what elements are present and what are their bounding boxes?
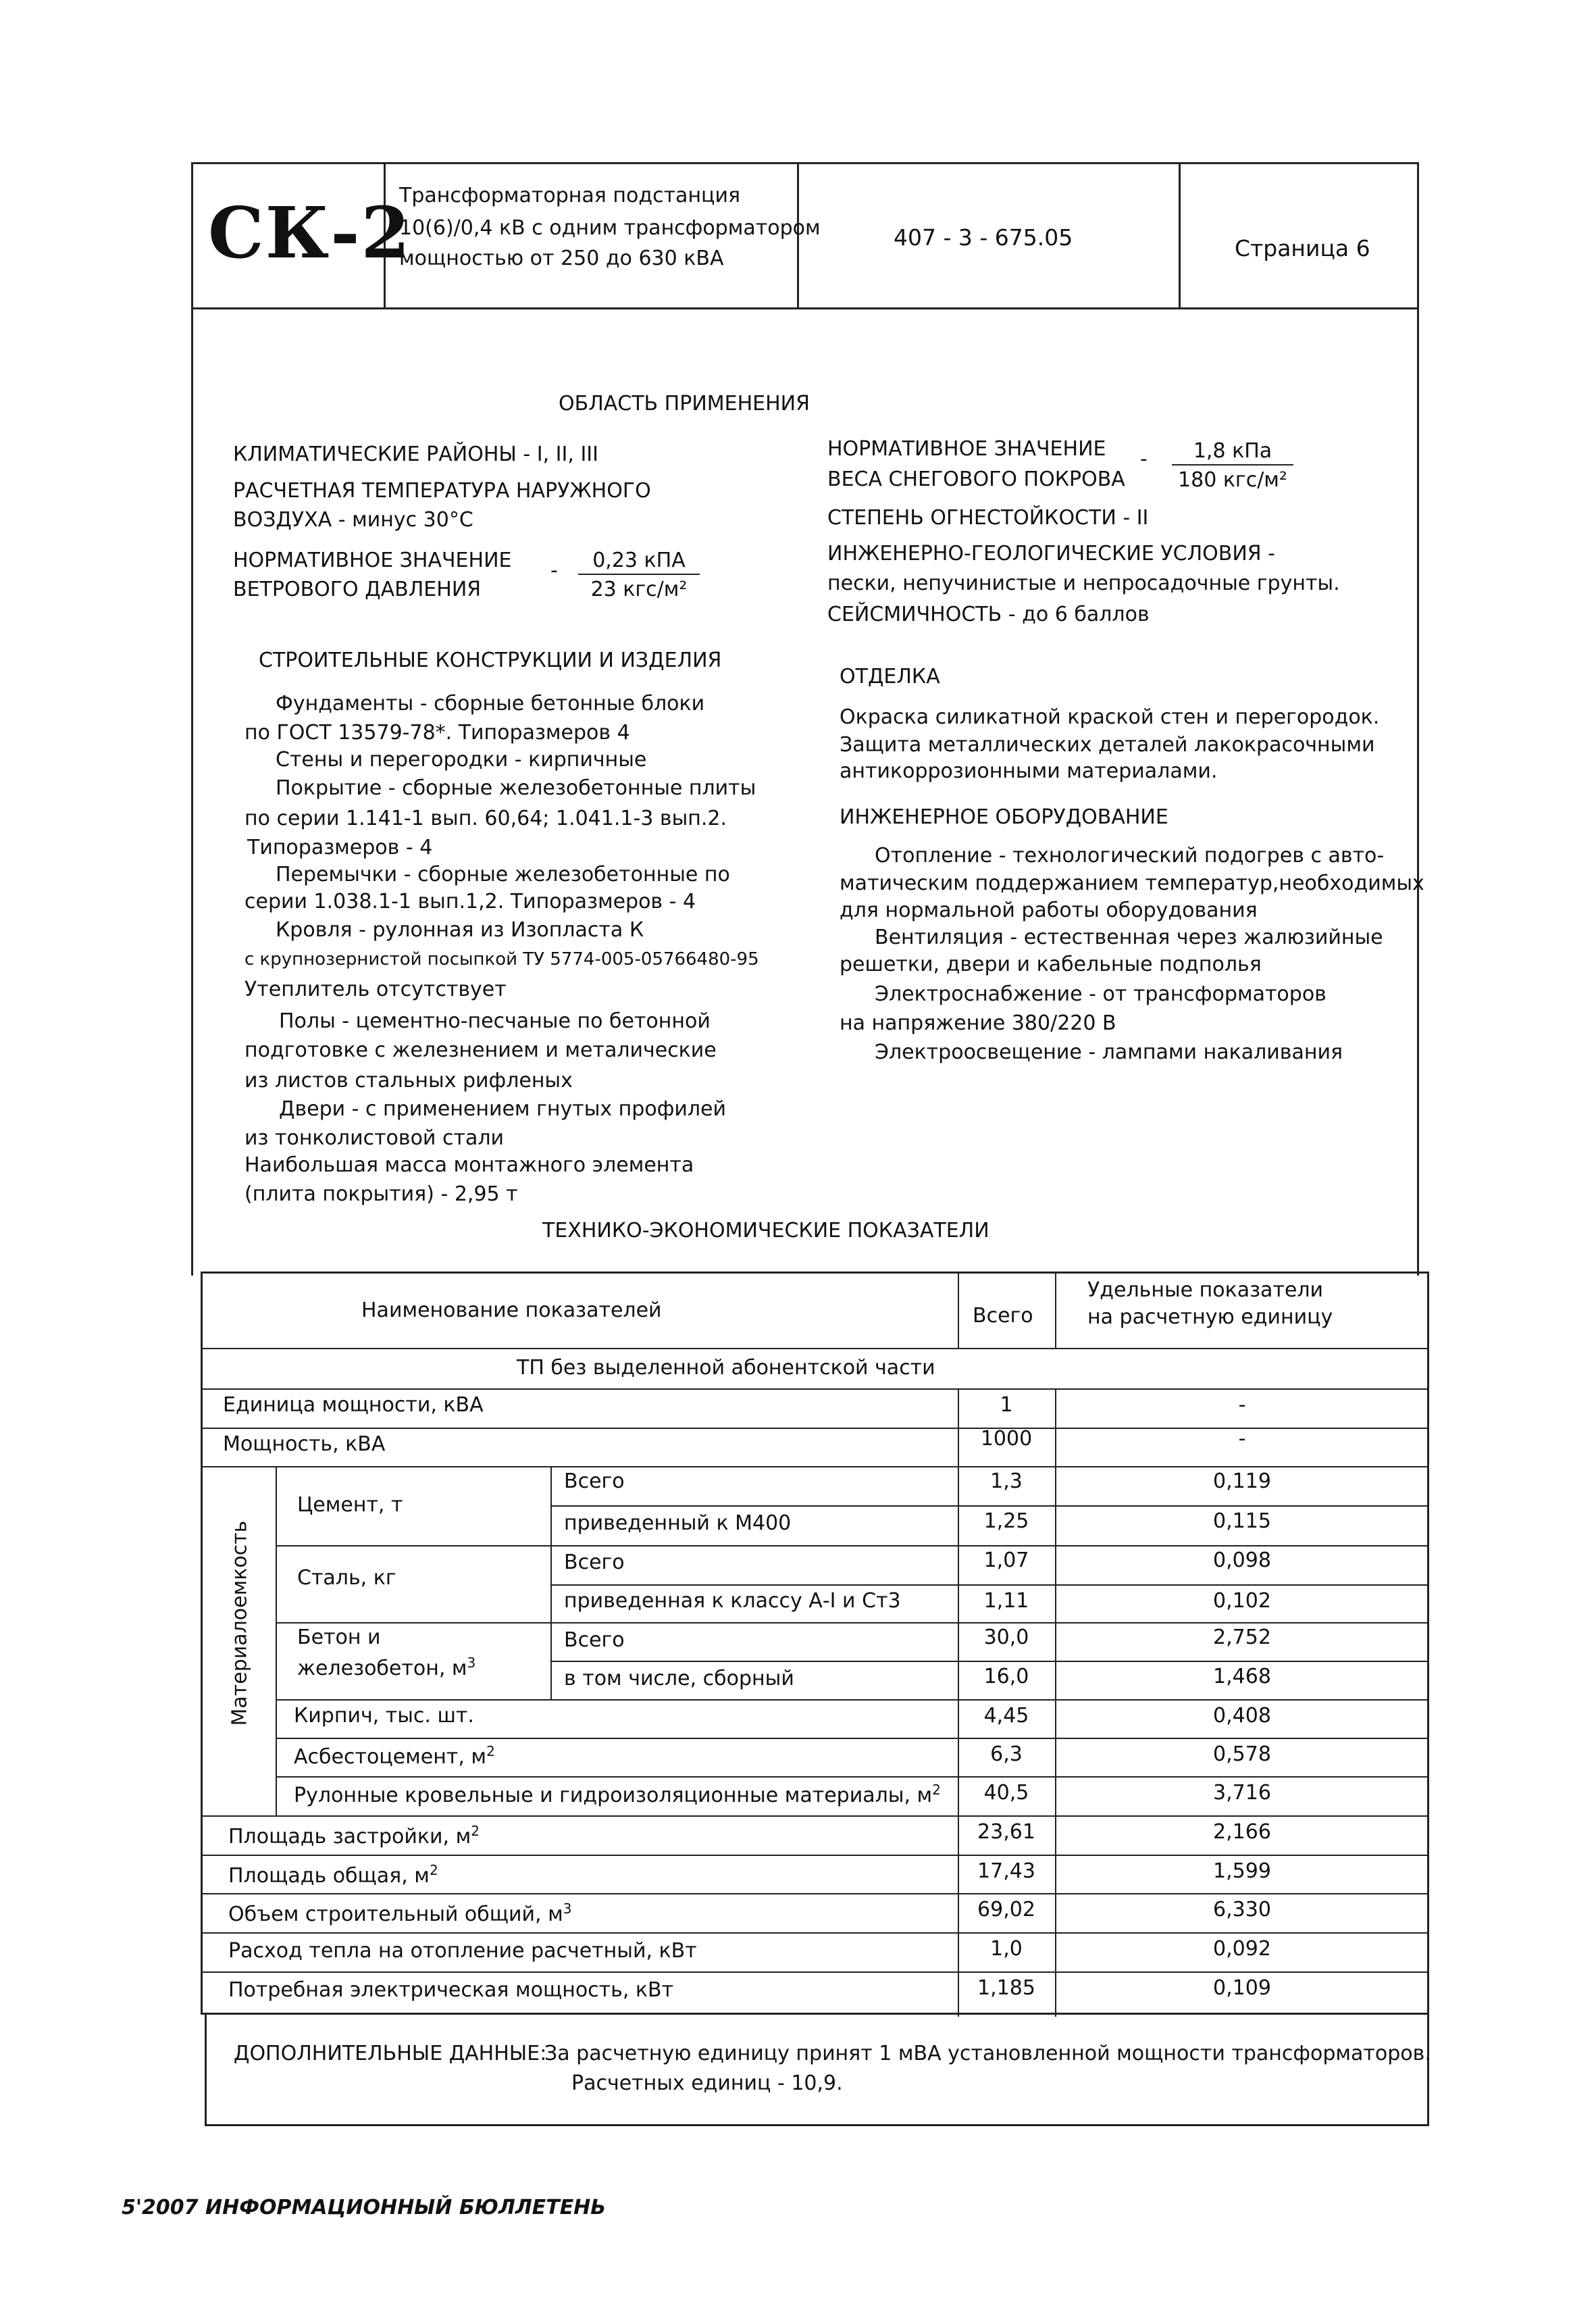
row-unit: 0,109 — [1213, 1976, 1271, 2000]
row-name: Кирпич, тыс. шт. — [294, 1704, 474, 1728]
finishing-line: Защита металлических деталей лакокрасочными — [840, 733, 1375, 757]
geo-line-1: ИНЖЕНЕРНО-ГЕОЛОГИЧЕСКИЕ УСЛОВИЯ - — [827, 542, 1275, 565]
snow-value-kgs: 180 кгс/м² — [1178, 468, 1287, 492]
row-unit: 0,119 — [1213, 1469, 1271, 1493]
equipment-line: на напряжение 380/220 В — [840, 1011, 1116, 1035]
equipment-line: для нормальной работы оборудования — [840, 899, 1258, 922]
row-total: 1000 — [980, 1427, 1033, 1451]
snow-line-1: НОРМАТИВНОЕ ЗНАЧЕНИЕ — [827, 437, 1106, 461]
row-total: 6,3 — [990, 1742, 1023, 1766]
additional-data-box — [205, 2015, 1429, 2126]
row-total: 16,0 — [983, 1665, 1029, 1688]
row-unit: 0,408 — [1213, 1704, 1271, 1728]
title-cell — [386, 164, 821, 307]
doc-number: 407 - 3 - 675.05 — [894, 224, 1073, 251]
finishing-heading: ОТДЕЛКА — [840, 665, 940, 688]
row-total: 69,02 — [977, 1898, 1035, 1921]
row-total: 30,0 — [983, 1626, 1029, 1649]
construction-line: Перемычки - сборные железобетонные по — [276, 863, 730, 886]
equipment-line: Вентиляция - естественная через жалюзийные — [875, 926, 1383, 949]
col-unit-header-1: Удельные показатели — [1087, 1278, 1324, 1302]
page-number: Страница 6 — [1235, 235, 1370, 261]
row-name: Асбестоцемент, $м^2$ — [294, 1743, 495, 1769]
row-unit: 6,330 — [1213, 1898, 1271, 1921]
row-name: Бетон и — [297, 1626, 381, 1649]
constructions-heading: СТРОИТЕЛЬНЫЕ КОНСТРУКЦИИ И ИЗДЕЛИЯ — [259, 649, 722, 672]
equipment-line: матическим поддержанием температур,необходимых — [840, 872, 1424, 895]
row-unit: 2,752 — [1213, 1626, 1271, 1649]
construction-line: Стены и перегородки - кирпичные — [276, 748, 647, 772]
title-line-2: 10(6)/0,4 кВ с одним трансформатором — [399, 216, 821, 240]
fire-resistance: СТЕПЕНЬ ОГНЕСТОЙКОСТИ - II — [827, 506, 1149, 530]
construction-line: Утеплитель отсутствует — [244, 978, 507, 1001]
col-total-header: Всего — [973, 1304, 1033, 1328]
title-line-3: мощностью от 250 до 630 кВА — [399, 247, 724, 270]
construction-line: (плита покрытия) - 2,95 т — [244, 1182, 518, 1206]
row-unit: 3,716 — [1213, 1781, 1271, 1805]
row-name: Сталь, кг — [297, 1566, 396, 1590]
row-unit: 0,092 — [1213, 1937, 1271, 1961]
col-unit-header-2: на расчетную единицу — [1087, 1305, 1333, 1329]
col-name-header: Наименование показателей — [361, 1299, 662, 1322]
construction-line: Наибольшая масса монтажного элемента — [244, 1153, 694, 1177]
equipment-line: решетки, двери и кабельные подполья — [840, 953, 1262, 976]
row-sub: в том числе, сборный — [564, 1667, 794, 1690]
wind-value — [578, 549, 700, 601]
code-cell — [193, 164, 411, 307]
design-temp-line-1: РАСЧЕТНАЯ ТЕМПЕРАТУРА НАРУЖНОГО — [233, 479, 651, 503]
row-name-2: железобетон, $м^3$ — [297, 1655, 476, 1680]
wind-line-1: НОРМАТИВНОЕ ЗНАЧЕНИЕ — [233, 549, 512, 572]
row-name: Площадь застройки, $м^2$ — [228, 1823, 480, 1848]
construction-line: подготовке с железнением и металические — [244, 1038, 717, 1062]
row-sub: приведенный к М400 — [564, 1511, 792, 1535]
row-unit: - — [1238, 1393, 1246, 1417]
title-line-1: Трансформаторная подстанция — [399, 184, 741, 207]
geo-line-2: пески, непучинистые и непросадочные грунты. — [827, 572, 1340, 595]
row-name: Цемент, т — [297, 1493, 403, 1517]
row-sub: Всего — [564, 1628, 625, 1652]
row-total: 17,43 — [977, 1859, 1035, 1883]
row-total: 1,07 — [983, 1549, 1029, 1572]
wind-value-kgs: 23 кгс/м² — [590, 578, 688, 601]
equipment-line: Электроснабжение - от трансформаторов — [875, 982, 1327, 1006]
indicators-heading: ТЕХНИКО-ЭКОНОМИЧЕСКИЕ ПОКАЗАТЕЛИ — [542, 1219, 989, 1242]
wind-line-2: ВЕТРОВОГО ДАВЛЕНИЯ — [233, 578, 482, 601]
snow-value — [1172, 439, 1293, 492]
row-unit: - — [1238, 1427, 1246, 1451]
finishing-line: антикоррозионными материалами. — [840, 759, 1218, 783]
row-name: Объем строительный общий, $м^3$ — [228, 1901, 572, 1926]
construction-line: Полы - цементно-песчаные по бетонной — [279, 1009, 711, 1033]
construction-line: Фундаменты - сборные бетонные блоки — [276, 692, 705, 715]
row-name: Единица мощности, кВА — [223, 1393, 484, 1417]
wind-value-kpa: 0,23 кПА — [578, 549, 700, 575]
group-label-materials: Материалоемкость — [228, 1520, 252, 1726]
row-total: 23,61 — [977, 1820, 1035, 1844]
additional-line-1: За расчетную единицу принят 1 мВА установленной мощности трансформаторов. — [544, 2042, 1431, 2065]
row-name: Расход тепла на отопление расчетный, кВт — [228, 1939, 697, 1963]
construction-line: Двери - с применением гнутых профилей — [279, 1097, 726, 1121]
additional-line-2: Расчетных единиц - 10,9. — [571, 2071, 843, 2095]
equipment-line: Отопление - технологический подогрев с авто- — [875, 844, 1385, 867]
construction-line: по ГОСТ 13579-78*. Типоразмеров 4 — [244, 721, 630, 745]
row-total: 4,45 — [983, 1704, 1029, 1728]
doc-number-cell — [799, 164, 1181, 307]
footer-bulletin: 5'2007 ИНФОРМАЦИОННЫЙ БЮЛЛЕТЕНЬ — [122, 2196, 607, 2219]
section-title: ТП без выделенной абонентской части — [517, 1356, 935, 1380]
application-heading: ОБЛАСТЬ ПРИМЕНЕНИЯ — [559, 392, 810, 416]
row-total: 1,25 — [983, 1509, 1029, 1533]
header-block — [191, 162, 1419, 309]
construction-line: по серии 1.141-1 вып. 60,64; 1.041.1-3 вып.2. — [244, 807, 727, 830]
row-unit: 0,098 — [1213, 1549, 1271, 1572]
construction-line: с крупнозернистой посыпкой ТУ 5774-005-05766480-95 — [244, 949, 759, 970]
construction-line: Кровля - рулонная из Изопласта К — [276, 918, 644, 942]
snow-line-2: ВЕСА СНЕГОВОГО ПОКРОВА — [827, 468, 1125, 491]
row-name: Потребная электрическая мощность, кВт — [228, 1978, 674, 2002]
snow-value-kpa: 1,8 кПа — [1172, 439, 1293, 466]
row-name: Мощность, кВА — [223, 1432, 386, 1456]
row-unit: 2,166 — [1213, 1820, 1271, 1844]
document-code: СК-2 — [208, 191, 411, 274]
row-unit: 0,578 — [1213, 1742, 1271, 1766]
indicators-table — [201, 1272, 1429, 2015]
construction-line: из листов стальных рифленых — [244, 1069, 573, 1092]
row-unit: 1,599 — [1213, 1859, 1271, 1883]
row-total: 1,185 — [977, 1976, 1035, 2000]
construction-line: Типоразмеров - 4 — [247, 836, 433, 859]
row-name: Рулонные кровельные и гидроизоляционные материалы, $м^2$ — [294, 1782, 941, 1807]
row-name: Площадь общая, $м^2$ — [228, 1862, 438, 1888]
page-cell — [1181, 164, 1419, 307]
climate-regions: КЛИМАТИЧЕСКИЕ РАЙОНЫ - I, II, III — [233, 443, 598, 466]
construction-line: из тонколистовой стали — [244, 1126, 504, 1150]
row-unit: 0,102 — [1213, 1589, 1271, 1613]
row-total: 1,3 — [990, 1469, 1023, 1493]
construction-line: Покрытие - сборные железобетонные плиты — [276, 776, 756, 800]
finishing-line: Окраска силикатной краской стен и перегородок. — [840, 705, 1380, 729]
row-unit: 0,115 — [1213, 1509, 1271, 1533]
additional-label: ДОПОЛНИТЕЛЬНЫЕ ДАННЫЕ: — [234, 2042, 547, 2065]
row-sub: Всего — [564, 1469, 625, 1493]
equipment-heading: ИНЖЕНЕРНОЕ ОБОРУДОВАНИЕ — [840, 805, 1168, 829]
seismicity: СЕЙСМИЧНОСТЬ - до 6 баллов — [827, 603, 1150, 626]
row-sub: приведенная к классу А-I и Ст3 — [564, 1589, 901, 1613]
construction-line: серии 1.038.1-1 вып.1,2. Типоразмеров - 4 — [244, 890, 696, 913]
row-total: 40,5 — [983, 1781, 1029, 1805]
design-temp-line-2: ВОЗДУХА - минус 30°С — [233, 508, 473, 532]
row-total: 1 — [1000, 1393, 1013, 1417]
row-unit: 1,468 — [1213, 1665, 1271, 1688]
row-total: 1,0 — [990, 1937, 1023, 1961]
equipment-line: Электроосвещение - лампами накаливания — [875, 1040, 1343, 1064]
row-total: 1,11 — [983, 1589, 1029, 1613]
row-sub: Всего — [564, 1551, 625, 1574]
